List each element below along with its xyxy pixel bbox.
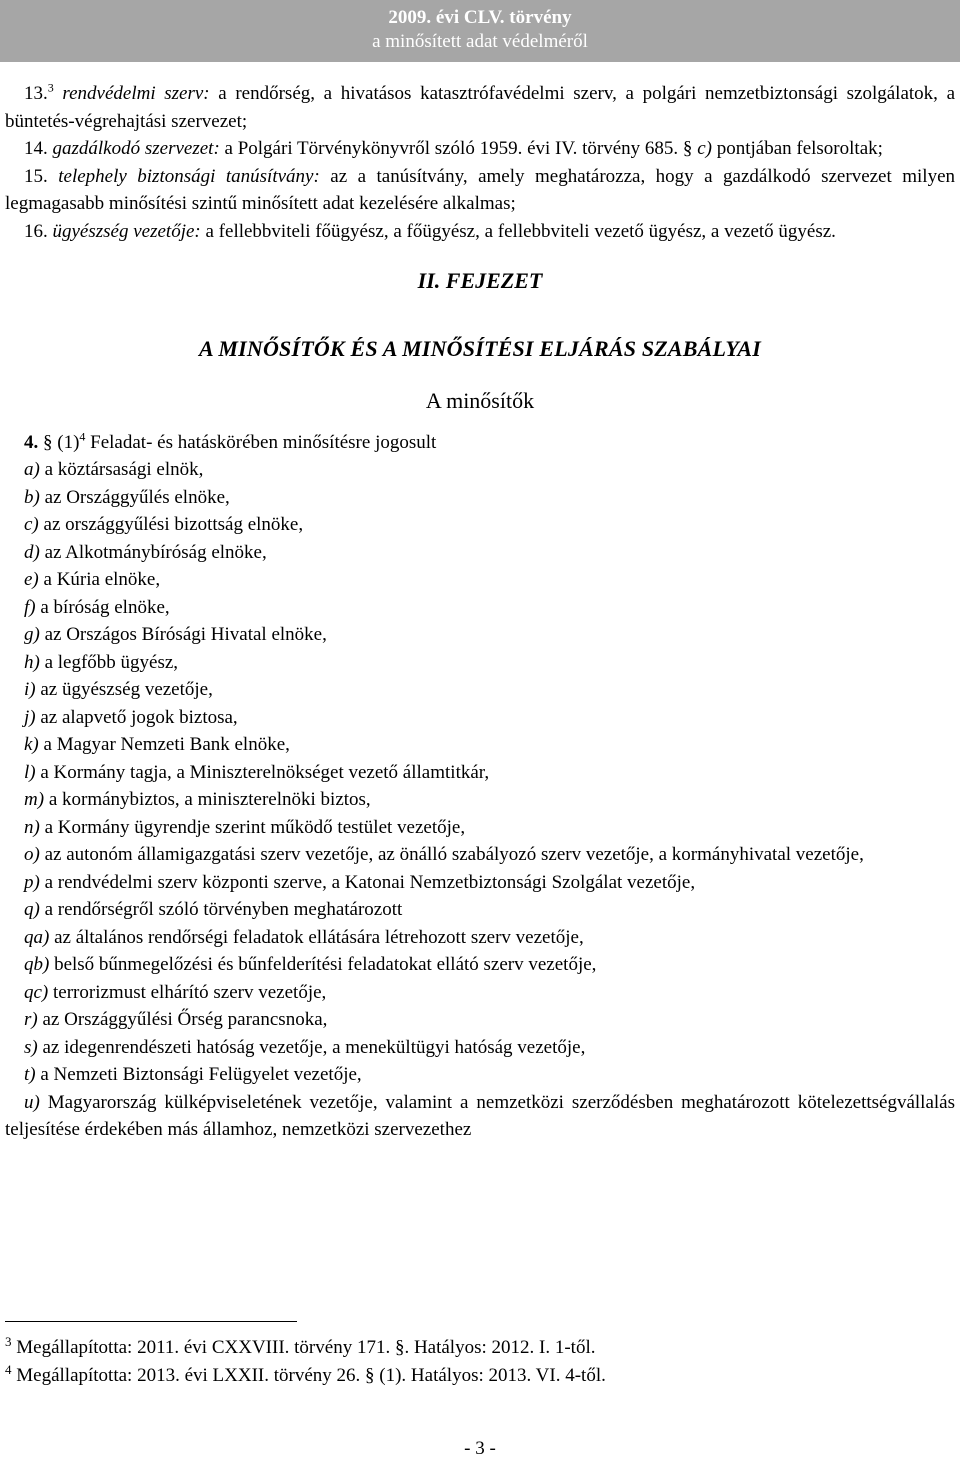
definition-13: 13.$^3$ rendvédelmi szerv: a rendőrség, a hivatásos katasztrófavédelmi szerv, a polgári nemzetbiztonsági szolgálatok, a büntetés-végrehajtási szervezet; xyxy=(5,80,956,132)
section-title: A minősítők xyxy=(425,388,535,413)
chapter-title: A MINŐSÍTŐK ÉS A MINŐSÍTÉSI ELJÁRÁS SZABÁLYAI xyxy=(198,335,762,361)
document-body xyxy=(5,80,955,1144)
chapter-heading: II. FEJEZET xyxy=(417,268,543,293)
list-item: f) a bíróság elnöke, xyxy=(24,596,170,618)
list-item: t) a Nemzeti Biztonsági Felügyelet vezetője, xyxy=(24,1064,362,1085)
list-item: o) az autonóm államigazgatási szerv vezetője, az önálló szabályozó szerv vezetője, a kormányhivatal vezetője, xyxy=(24,844,864,865)
list-item: m) a kormánybiztos, a miniszterelnöki biztos, xyxy=(24,789,371,810)
list-item: a) a köztársasági elnök, xyxy=(24,459,204,480)
list-item: n) a Kormány ügyrendje szerint működő testület vezetője, xyxy=(24,816,466,838)
list-item: e) a Kúria elnöke, xyxy=(24,569,161,590)
footnotes xyxy=(5,1334,606,1390)
list-item: s) az idegenrendészeti hatóság vezetője, a menekültügyi hatóság vezetője, xyxy=(24,1036,586,1058)
definition-16: 16. ügyészség vezetője: a fellebbviteli főügyész, a főügyész, a fellebbviteli vezető ügyész, a vezető ügyész. xyxy=(24,220,836,242)
list-item: u) Magyarország külképviseletének vezetője, valamint a nemzetközi szerződésben meghatározott kötelezettségvállalás teljesítése érdekében más államhoz, nemzetközi szervezethez xyxy=(5,1091,955,1140)
list-item: d) az Alkotmánybíróság elnöke, xyxy=(24,541,267,563)
footnote-4: $^4$ Megállapította: 2013. évi LXXII. törvény 26. § (1). Hatályos: 2013. VI. 4-től. xyxy=(5,1362,606,1386)
list-item: h) a legfőbb ügyész, xyxy=(24,651,179,673)
header-title: 2009. évi CLV. törvény xyxy=(388,7,572,28)
list-item: i) az ügyészség vezetője, xyxy=(24,679,213,700)
list-item: q) a rendőrségről szóló törvényben meghatározott xyxy=(24,899,403,920)
list-item: l) a Kormány tagja, a Miniszterelnökséget vezető államtitkár, xyxy=(24,761,490,783)
article-4-intro: 4. § $(1)^4$ Feladat- és hatáskörében minősítésre jogosult xyxy=(24,429,437,453)
list-item: g) az Országos Bírósági Hivatal elnöke, xyxy=(24,624,327,645)
page-number: - 3 - xyxy=(464,1438,496,1459)
list-item: qc) terrorizmust elhárító szerv vezetője, xyxy=(24,981,327,1003)
header-subtitle: a minősített adat védelméről xyxy=(372,31,588,52)
definition-15: 15. telephely biztonsági tanúsítvány: az a tanúsítvány, amely meghatározza, hogy a gazdálkodó szervezet milyen legmagasabb minősítési szintű minősített adat kezelésére alkalmas; xyxy=(5,165,956,214)
list-item: b) az Országgyűlés elnöke, xyxy=(24,486,230,508)
footnote-3: $^3$ Megállapította: 2011. évi CXXVIII. törvény 171. §. Hatályos: 2012. I. 1-től. xyxy=(5,1334,596,1358)
authority-list xyxy=(5,456,955,1144)
definition-14: 14. gazdálkodó szervezet: a Polgári Törvénykönyvről szóló 1959. évi IV. törvény 685. § c) pontjában felsoroltak; xyxy=(24,138,883,159)
list-item: qa) az általános rendőrségi feladatok ellátására létrehozott szerv vezetője, xyxy=(24,926,584,948)
list-item: qb) belső bűnmegelőzési és bűnfelderítési feladatokat ellátó szerv vezetője, xyxy=(24,954,597,975)
list-item: r) az Országgyűlési Őrség parancsnoka, xyxy=(24,1009,328,1030)
list-item: p) a rendvédelmi szerv központi szerve, a Katonai Nemzetbiztonsági Szolgálat vezetője, xyxy=(24,871,696,893)
list-item: k) a Magyar Nemzeti Bank elnöke, xyxy=(24,734,290,755)
list-item: j) az alapvető jogok biztosa, xyxy=(24,706,238,728)
list-item: c) az országgyűlési bizottság elnöke, xyxy=(24,514,304,535)
page-header xyxy=(0,0,960,62)
footnote-divider xyxy=(5,1321,297,1322)
